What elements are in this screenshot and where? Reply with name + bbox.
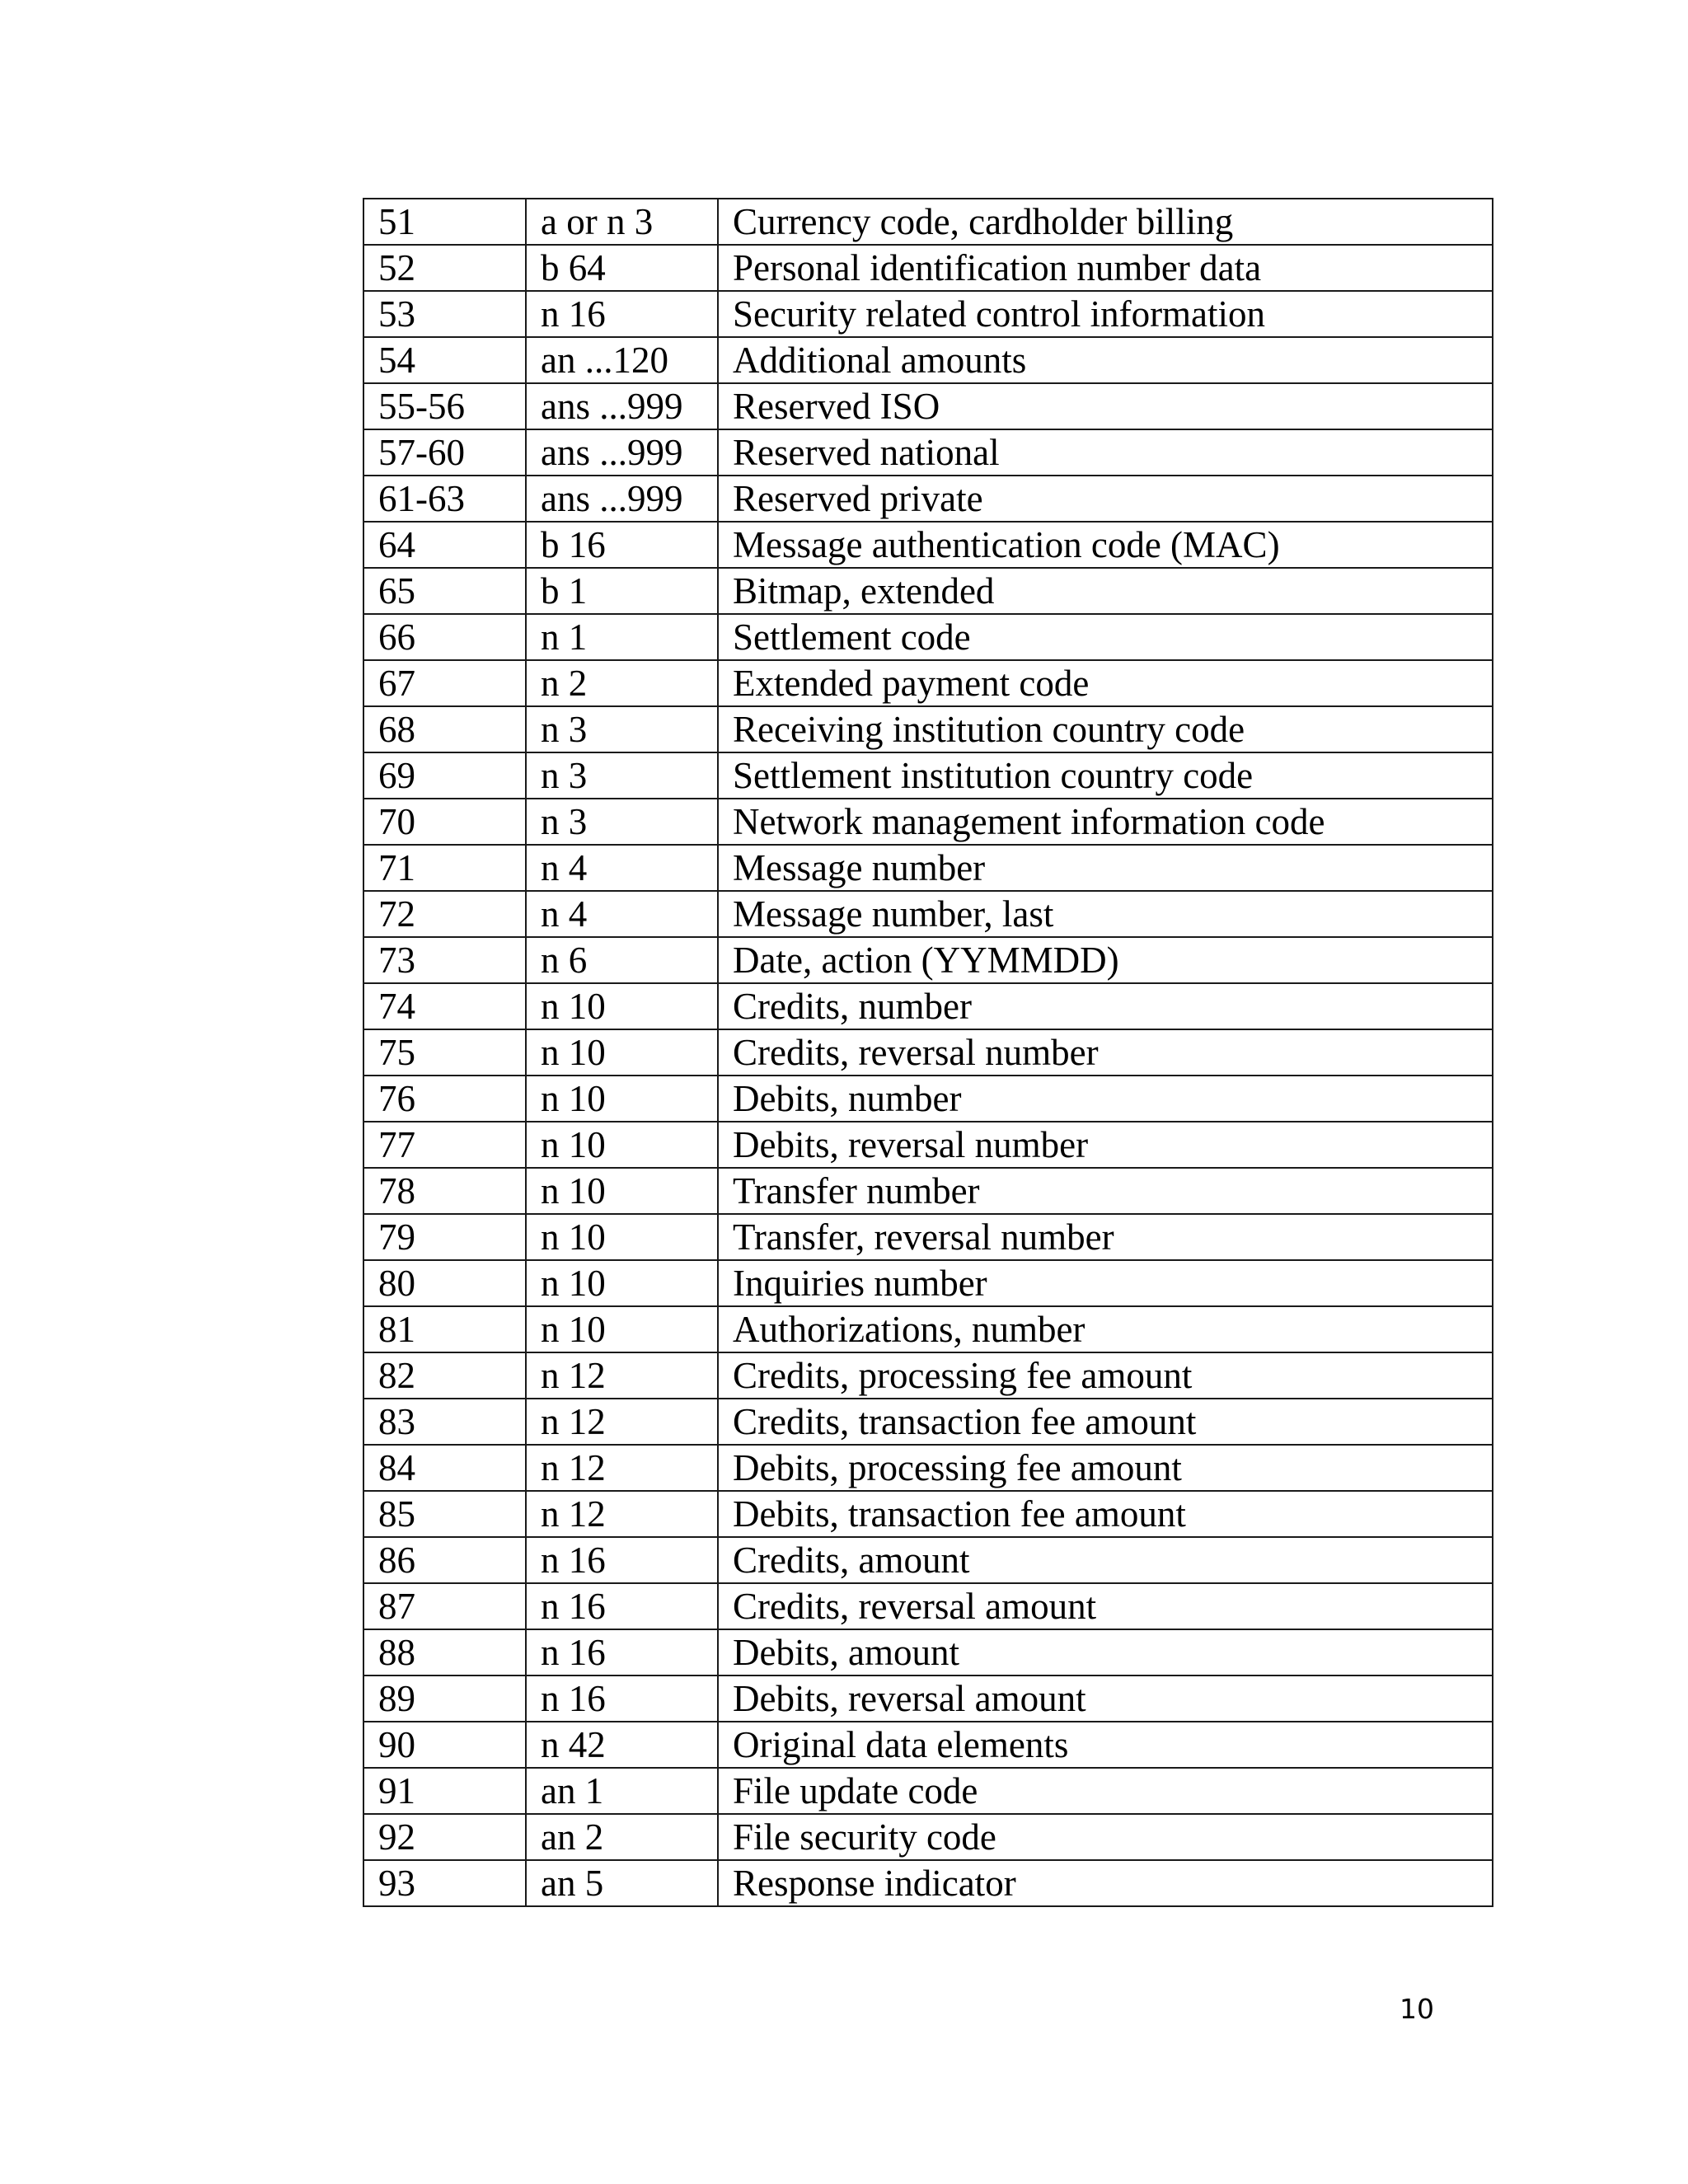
field-description-cell: Transfer, reversal number bbox=[718, 1214, 1493, 1260]
table-row bbox=[363, 1029, 1493, 1076]
field-description-cell: Debits, number bbox=[718, 1076, 1493, 1122]
field-description-cell: Network management information code bbox=[718, 799, 1493, 845]
table-row bbox=[363, 383, 1493, 429]
field-number-cell: 90 bbox=[363, 1722, 526, 1768]
field-description-cell: Debits, reversal number bbox=[718, 1122, 1493, 1168]
field-number-cell: 75 bbox=[363, 1029, 526, 1076]
field-format-cell: an 5 bbox=[526, 1860, 718, 1906]
field-format-cell: n 4 bbox=[526, 891, 718, 937]
field-description-cell: Currency code, cardholder billing bbox=[718, 199, 1493, 245]
field-number-cell: 81 bbox=[363, 1306, 526, 1352]
field-number-cell: 76 bbox=[363, 1076, 526, 1122]
field-number-cell: 77 bbox=[363, 1122, 526, 1168]
field-format-cell: n 1 bbox=[526, 614, 718, 660]
field-number-cell: 74 bbox=[363, 983, 526, 1029]
field-description-cell: Extended payment code bbox=[718, 660, 1493, 706]
field-description-cell: File update code bbox=[718, 1768, 1493, 1814]
field-description-cell: Credits, reversal amount bbox=[718, 1583, 1493, 1629]
table-row bbox=[363, 1306, 1493, 1352]
field-number-cell: 89 bbox=[363, 1675, 526, 1722]
field-format-cell: n 4 bbox=[526, 845, 718, 891]
field-description-cell: Receiving institution country code bbox=[718, 706, 1493, 752]
field-format-cell: n 12 bbox=[526, 1491, 718, 1537]
field-format-cell: n 10 bbox=[526, 1029, 718, 1076]
field-format-cell: n 3 bbox=[526, 752, 718, 799]
field-number-cell: 61-63 bbox=[363, 476, 526, 522]
field-description-cell: Debits, reversal amount bbox=[718, 1675, 1493, 1722]
data-element-table-body bbox=[363, 199, 1493, 1906]
field-number-cell: 57-60 bbox=[363, 429, 526, 476]
table-row bbox=[363, 752, 1493, 799]
field-number-cell: 93 bbox=[363, 1860, 526, 1906]
table-row bbox=[363, 983, 1493, 1029]
field-description-cell: Credits, amount bbox=[718, 1537, 1493, 1583]
field-description-cell: Credits, processing fee amount bbox=[718, 1352, 1493, 1399]
field-format-cell: ans ...999 bbox=[526, 476, 718, 522]
field-format-cell: n 12 bbox=[526, 1352, 718, 1399]
field-format-cell: an ...120 bbox=[526, 337, 718, 383]
field-number-cell: 64 bbox=[363, 522, 526, 568]
field-description-cell: Transfer number bbox=[718, 1168, 1493, 1214]
table-row bbox=[363, 1860, 1493, 1906]
table-row bbox=[363, 1629, 1493, 1675]
table-row bbox=[363, 1445, 1493, 1491]
table-row bbox=[363, 1214, 1493, 1260]
field-format-cell: n 12 bbox=[526, 1399, 718, 1445]
table-row bbox=[363, 1399, 1493, 1445]
field-description-cell: Settlement code bbox=[718, 614, 1493, 660]
field-number-cell: 51 bbox=[363, 199, 526, 245]
field-description-cell: Debits, amount bbox=[718, 1629, 1493, 1675]
field-description-cell: Message number, last bbox=[718, 891, 1493, 937]
table-row bbox=[363, 660, 1493, 706]
field-description-cell: Credits, reversal number bbox=[718, 1029, 1493, 1076]
table-row bbox=[363, 706, 1493, 752]
field-format-cell: n 42 bbox=[526, 1722, 718, 1768]
field-format-cell: n 16 bbox=[526, 291, 718, 337]
table-row bbox=[363, 291, 1493, 337]
field-format-cell: n 16 bbox=[526, 1537, 718, 1583]
field-format-cell: an 2 bbox=[526, 1814, 718, 1860]
field-format-cell: a or n 3 bbox=[526, 199, 718, 245]
table-row bbox=[363, 1352, 1493, 1399]
field-number-cell: 91 bbox=[363, 1768, 526, 1814]
table-row bbox=[363, 199, 1493, 245]
field-format-cell: n 10 bbox=[526, 1122, 718, 1168]
table-row bbox=[363, 1768, 1493, 1814]
field-description-cell: Personal identification number data bbox=[718, 245, 1493, 291]
table-row bbox=[363, 429, 1493, 476]
field-number-cell: 72 bbox=[363, 891, 526, 937]
table-row bbox=[363, 1814, 1493, 1860]
field-description-cell: Date, action (YYMMDD) bbox=[718, 937, 1493, 983]
table-row bbox=[363, 1491, 1493, 1537]
field-format-cell: n 10 bbox=[526, 1076, 718, 1122]
data-element-table bbox=[363, 198, 1493, 1907]
table-row bbox=[363, 614, 1493, 660]
table-row bbox=[363, 1583, 1493, 1629]
field-description-cell: Reserved ISO bbox=[718, 383, 1493, 429]
field-number-cell: 80 bbox=[363, 1260, 526, 1306]
field-number-cell: 68 bbox=[363, 706, 526, 752]
table-row bbox=[363, 522, 1493, 568]
field-number-cell: 83 bbox=[363, 1399, 526, 1445]
field-description-cell: Response indicator bbox=[718, 1860, 1493, 1906]
field-description-cell: Additional amounts bbox=[718, 337, 1493, 383]
field-description-cell: Debits, processing fee amount bbox=[718, 1445, 1493, 1491]
field-description-cell: Security related control information bbox=[718, 291, 1493, 337]
field-description-cell: Original data elements bbox=[718, 1722, 1493, 1768]
field-format-cell: ans ...999 bbox=[526, 429, 718, 476]
field-format-cell: n 10 bbox=[526, 1306, 718, 1352]
table-row bbox=[363, 937, 1493, 983]
field-number-cell: 70 bbox=[363, 799, 526, 845]
field-number-cell: 71 bbox=[363, 845, 526, 891]
field-description-cell: Message number bbox=[718, 845, 1493, 891]
field-number-cell: 67 bbox=[363, 660, 526, 706]
field-number-cell: 79 bbox=[363, 1214, 526, 1260]
field-format-cell: n 16 bbox=[526, 1675, 718, 1722]
field-format-cell: n 10 bbox=[526, 1260, 718, 1306]
field-number-cell: 85 bbox=[363, 1491, 526, 1537]
field-format-cell: n 12 bbox=[526, 1445, 718, 1491]
field-format-cell: n 10 bbox=[526, 1214, 718, 1260]
field-description-cell: Authorizations, number bbox=[718, 1306, 1493, 1352]
field-format-cell: n 2 bbox=[526, 660, 718, 706]
table-row bbox=[363, 337, 1493, 383]
field-format-cell: n 16 bbox=[526, 1629, 718, 1675]
field-number-cell: 78 bbox=[363, 1168, 526, 1214]
table-row bbox=[363, 568, 1493, 614]
field-description-cell: Reserved national bbox=[718, 429, 1493, 476]
table-row bbox=[363, 1260, 1493, 1306]
field-number-cell: 88 bbox=[363, 1629, 526, 1675]
field-format-cell: n 16 bbox=[526, 1583, 718, 1629]
table-row bbox=[363, 1537, 1493, 1583]
field-description-cell: Credits, number bbox=[718, 983, 1493, 1029]
field-number-cell: 73 bbox=[363, 937, 526, 983]
field-description-cell: Settlement institution country code bbox=[718, 752, 1493, 799]
table-row bbox=[363, 891, 1493, 937]
field-number-cell: 53 bbox=[363, 291, 526, 337]
field-number-cell: 92 bbox=[363, 1814, 526, 1860]
field-description-cell: File security code bbox=[718, 1814, 1493, 1860]
table-row bbox=[363, 1675, 1493, 1722]
field-number-cell: 84 bbox=[363, 1445, 526, 1491]
field-format-cell: b 64 bbox=[526, 245, 718, 291]
field-format-cell: n 6 bbox=[526, 937, 718, 983]
field-description-cell: Debits, transaction fee amount bbox=[718, 1491, 1493, 1537]
table-row bbox=[363, 476, 1493, 522]
field-number-cell: 54 bbox=[363, 337, 526, 383]
table-row bbox=[363, 1168, 1493, 1214]
page-number: 10 bbox=[1400, 1993, 1434, 2025]
field-number-cell: 52 bbox=[363, 245, 526, 291]
table-row bbox=[363, 245, 1493, 291]
field-format-cell: n 3 bbox=[526, 799, 718, 845]
field-format-cell: b 1 bbox=[526, 568, 718, 614]
field-number-cell: 86 bbox=[363, 1537, 526, 1583]
field-format-cell: ans ...999 bbox=[526, 383, 718, 429]
field-number-cell: 82 bbox=[363, 1352, 526, 1399]
field-description-cell: Bitmap, extended bbox=[718, 568, 1493, 614]
table-row bbox=[363, 845, 1493, 891]
field-number-cell: 87 bbox=[363, 1583, 526, 1629]
field-format-cell: n 3 bbox=[526, 706, 718, 752]
field-number-cell: 69 bbox=[363, 752, 526, 799]
field-format-cell: n 10 bbox=[526, 1168, 718, 1214]
field-number-cell: 55-56 bbox=[363, 383, 526, 429]
table-row bbox=[363, 1076, 1493, 1122]
field-format-cell: n 10 bbox=[526, 983, 718, 1029]
field-number-cell: 65 bbox=[363, 568, 526, 614]
field-format-cell: b 16 bbox=[526, 522, 718, 568]
field-description-cell: Message authentication code (MAC) bbox=[718, 522, 1493, 568]
field-description-cell: Credits, transaction fee amount bbox=[718, 1399, 1493, 1445]
field-format-cell: an 1 bbox=[526, 1768, 718, 1814]
field-description-cell: Reserved private bbox=[718, 476, 1493, 522]
table-row bbox=[363, 799, 1493, 845]
field-description-cell: Inquiries number bbox=[718, 1260, 1493, 1306]
table-row bbox=[363, 1122, 1493, 1168]
field-number-cell: 66 bbox=[363, 614, 526, 660]
table-row bbox=[363, 1722, 1493, 1768]
